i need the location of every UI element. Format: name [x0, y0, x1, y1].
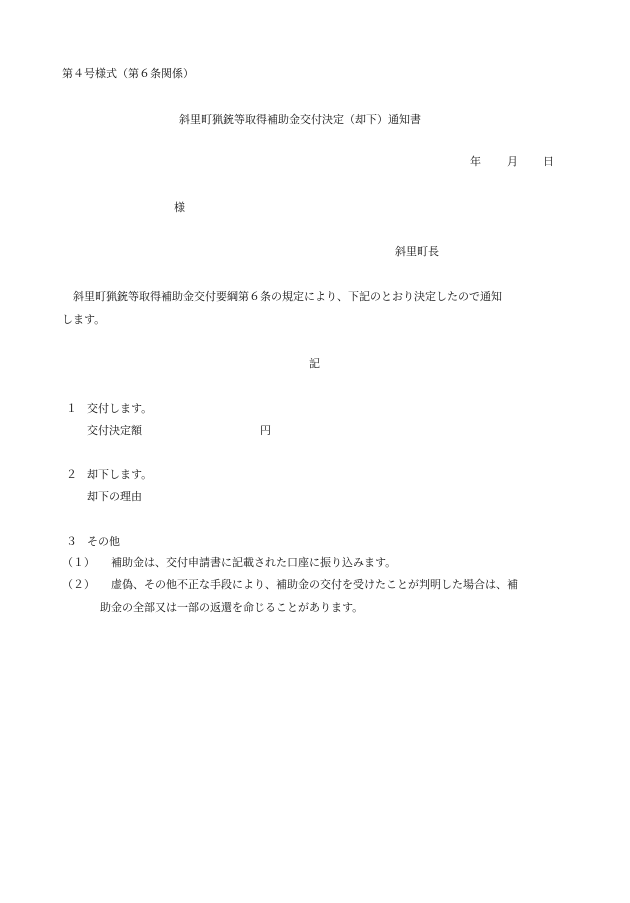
item-2-heading: 却下します。	[87, 468, 153, 481]
amount-unit: 円	[260, 424, 271, 437]
body-text-line-1: 斜里町猟銃等取得補助金交付要綱第６条の規定により、下記のとおり決定したので通知	[73, 290, 502, 303]
item-1-number: １	[66, 402, 77, 415]
date-year-label: 年	[470, 155, 481, 168]
rejection-reason-label: 却下の理由	[87, 490, 142, 503]
addressee-suffix: 様	[174, 201, 185, 214]
note-2-number: （２）	[62, 578, 95, 591]
sender-name: 斜里町長	[395, 245, 439, 258]
ki-heading: 記	[309, 357, 320, 370]
note-1-number: （１）	[62, 556, 95, 569]
body-text-line-2: します。	[62, 313, 106, 326]
item-3-number: ３	[66, 535, 77, 548]
note-2-text-line-2: 助金の全部又は一部の返還を命じることがあります。	[100, 601, 364, 614]
item-3-heading: その他	[87, 535, 120, 548]
item-1-heading: 交付します。	[87, 402, 153, 415]
form-number: 第４号様式（第６条関係）	[62, 67, 194, 80]
item-2-number: ２	[66, 468, 77, 481]
amount-label: 交付決定額	[87, 424, 142, 437]
date-day-label: 日	[543, 155, 554, 168]
date-month-label: 月	[507, 155, 518, 168]
note-1-text: 補助金は、交付申請書に記載された口座に振り込みます。	[111, 556, 397, 569]
note-2-text-line-1: 虚偽、その他不正な手段により、補助金の交付を受けたことが判明した場合は、補	[111, 578, 518, 591]
document-title: 斜里町猟銃等取得補助金交付決定（却下）通知書	[179, 113, 421, 126]
